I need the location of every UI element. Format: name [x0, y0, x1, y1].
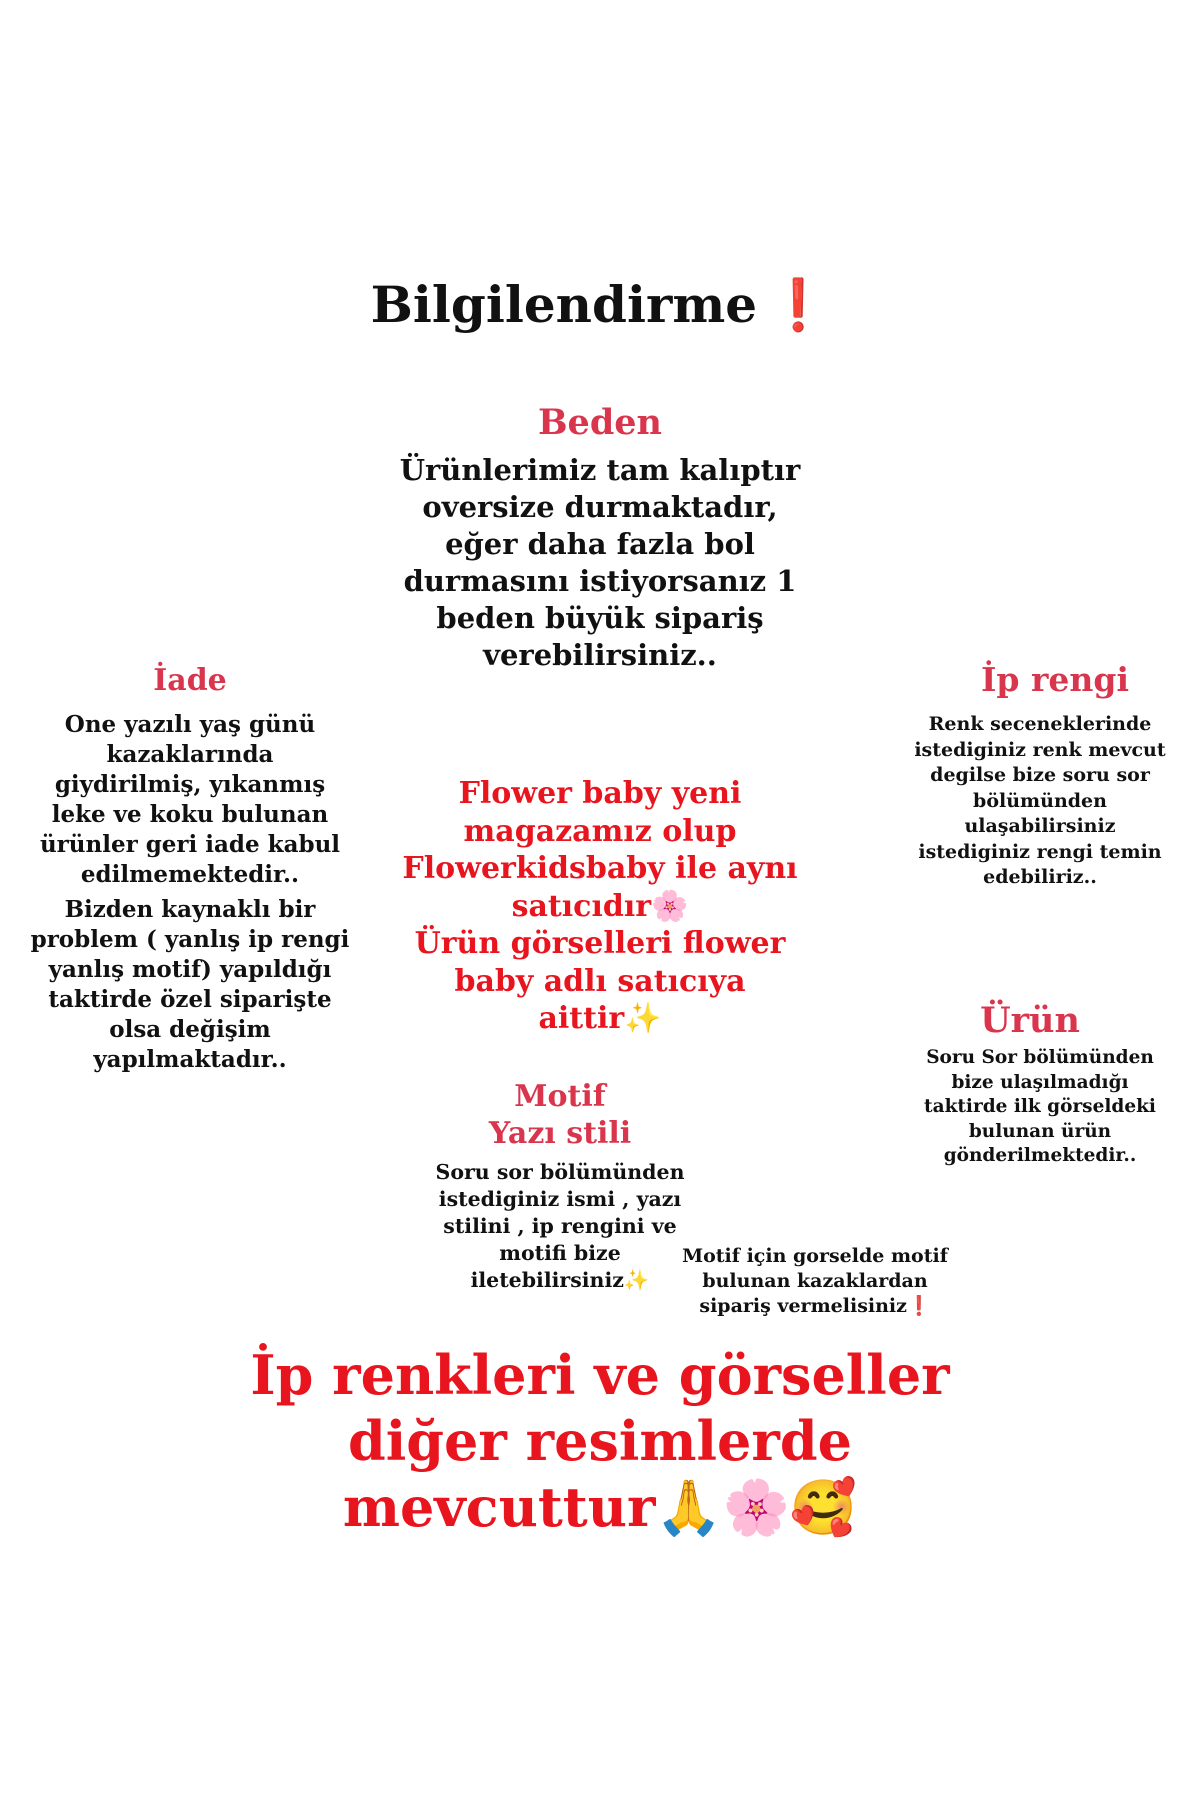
ip-rengi-line: istediginiz rengi temin: [918, 840, 1162, 863]
ip-rengi-line: ulaşabilirsiniz: [964, 815, 1116, 837]
beden-line: oversize durmaktadır,: [422, 490, 778, 524]
ip-rengi-text: [880, 712, 1200, 891]
sparkle-icon: ✨: [623, 1268, 650, 1292]
bottom-notice-line: mevcuttur: [342, 1475, 656, 1539]
store-notice-line-with-icon: [380, 888, 820, 926]
store-notice-line: Flower baby yeni: [458, 776, 742, 811]
motif-heading: [440, 1078, 680, 1152]
iade-heading: İade: [153, 663, 227, 698]
beden-heading: Beden: [537, 402, 663, 443]
motif-note-line: Motif için gorselde motif: [682, 1245, 948, 1267]
motif-note-line: bulunan kazaklardan: [702, 1270, 928, 1292]
motif-line: iletebilirsiniz: [470, 1268, 624, 1292]
store-notice-line: magazamız olup: [463, 813, 737, 849]
store-notice-line: Ürün görselleri flower: [414, 926, 786, 961]
beden-text: [330, 452, 870, 674]
iade-line: leke ve koku bulunan: [51, 801, 329, 828]
urun-heading: Ürün: [980, 1000, 1080, 1041]
exclamation-icon: ❗: [767, 276, 830, 334]
store-notice-line: Flowerkidsbaby ile aynı: [402, 851, 798, 886]
beden-line: Ürünlerimiz tam kalıptır: [399, 453, 801, 487]
urun-line: gönderilmektedir..: [943, 1145, 1137, 1166]
motif-note: [665, 1244, 965, 1319]
store-notice-line: satıcıdır: [511, 888, 652, 924]
motif-line: stilini , ip rengini ve: [443, 1214, 677, 1238]
ip-rengi-line: edebiliriz..: [983, 866, 1097, 888]
bottom-notice-line-with-icons: [200, 1474, 1000, 1541]
page-title-text: Bilgilendirme: [370, 275, 758, 334]
motif-note-line-with-icon: [665, 1294, 965, 1319]
iade-line: taktirde özel siparişte: [48, 986, 332, 1013]
iade-line: edilmemektedir..: [80, 861, 300, 888]
iade-line: yapılmaktadır..: [93, 1046, 287, 1073]
motif-note-line: sipariş vermelisiniz: [699, 1295, 907, 1317]
ip-rengi-line: Renk seceneklerinde: [928, 713, 1152, 735]
urun-line: Soru Sor bölümünden: [926, 1047, 1154, 1068]
store-notice: [380, 775, 820, 1038]
exclamation-icon: ❗: [906, 1295, 931, 1317]
page-title: [300, 275, 900, 335]
urun-line: taktirde ilk görseldeki: [924, 1096, 1156, 1117]
iade-line: giydirilmiş, yıkanmış: [54, 771, 326, 798]
ip-rengi-line: bölümünden: [973, 789, 1107, 812]
sparkle-icon: ✨: [624, 1001, 662, 1036]
bottom-notice-line: İp renkleri ve görseller: [250, 1343, 950, 1407]
ip-rengi-heading: İp rengi: [981, 660, 1129, 699]
motif-line: istediginiz ismi , yazı: [438, 1187, 682, 1211]
bottom-notice-line: diğer resimlerde: [348, 1409, 852, 1473]
iade-paragraph-1: [0, 710, 380, 890]
iade-line: kazaklarında: [106, 741, 274, 768]
motif-line: Soru sor bölümünden: [435, 1160, 685, 1184]
urun-text: [890, 1046, 1190, 1169]
iade-line: yanlış motif) yapıldığı: [48, 956, 332, 983]
iade-line: Bizden kaynaklı bir: [64, 896, 316, 923]
iade-line: One yazılı yaş günü: [64, 711, 316, 738]
beden-line: eğer daha fazla bol: [445, 527, 755, 561]
iade-line: olsa değişim: [109, 1016, 271, 1043]
iade-line: ürünler geri iade kabul: [39, 831, 341, 858]
beden-line: verebilirsiniz..: [483, 638, 717, 672]
motif-line: motifi bize: [499, 1241, 621, 1265]
flower-icon: 🌸: [722, 1476, 790, 1539]
bottom-notice: [200, 1342, 1000, 1541]
flower-icon: 🌸: [651, 888, 689, 924]
ip-rengi-line: degilse bize soru sor: [930, 764, 1150, 786]
store-notice-line-with-icon: [380, 1000, 820, 1038]
iade-paragraph-2: [0, 895, 380, 1075]
beden-line: beden büyük sipariş: [436, 601, 764, 635]
ip-rengi-line: istediginiz renk mevcut: [914, 738, 1166, 761]
smiling-face-with-hearts-icon: 🥰: [789, 1476, 858, 1539]
praying-hands-icon: 🙏: [655, 1476, 723, 1539]
motif-heading-line: Motif: [514, 1079, 606, 1114]
yazi-stili-heading-line: Yazı stili: [488, 1116, 632, 1151]
iade-line: problem ( yanlış ip rengi: [30, 926, 350, 953]
store-notice-line: baby adlı satıcıya: [454, 963, 746, 999]
urun-line: bulunan ürün: [968, 1120, 1112, 1142]
store-notice-line: aittir: [538, 1001, 625, 1036]
beden-line: durmasını istiyorsanız 1: [403, 564, 797, 598]
urun-line: bize ulaşılmadığı: [951, 1071, 1129, 1093]
